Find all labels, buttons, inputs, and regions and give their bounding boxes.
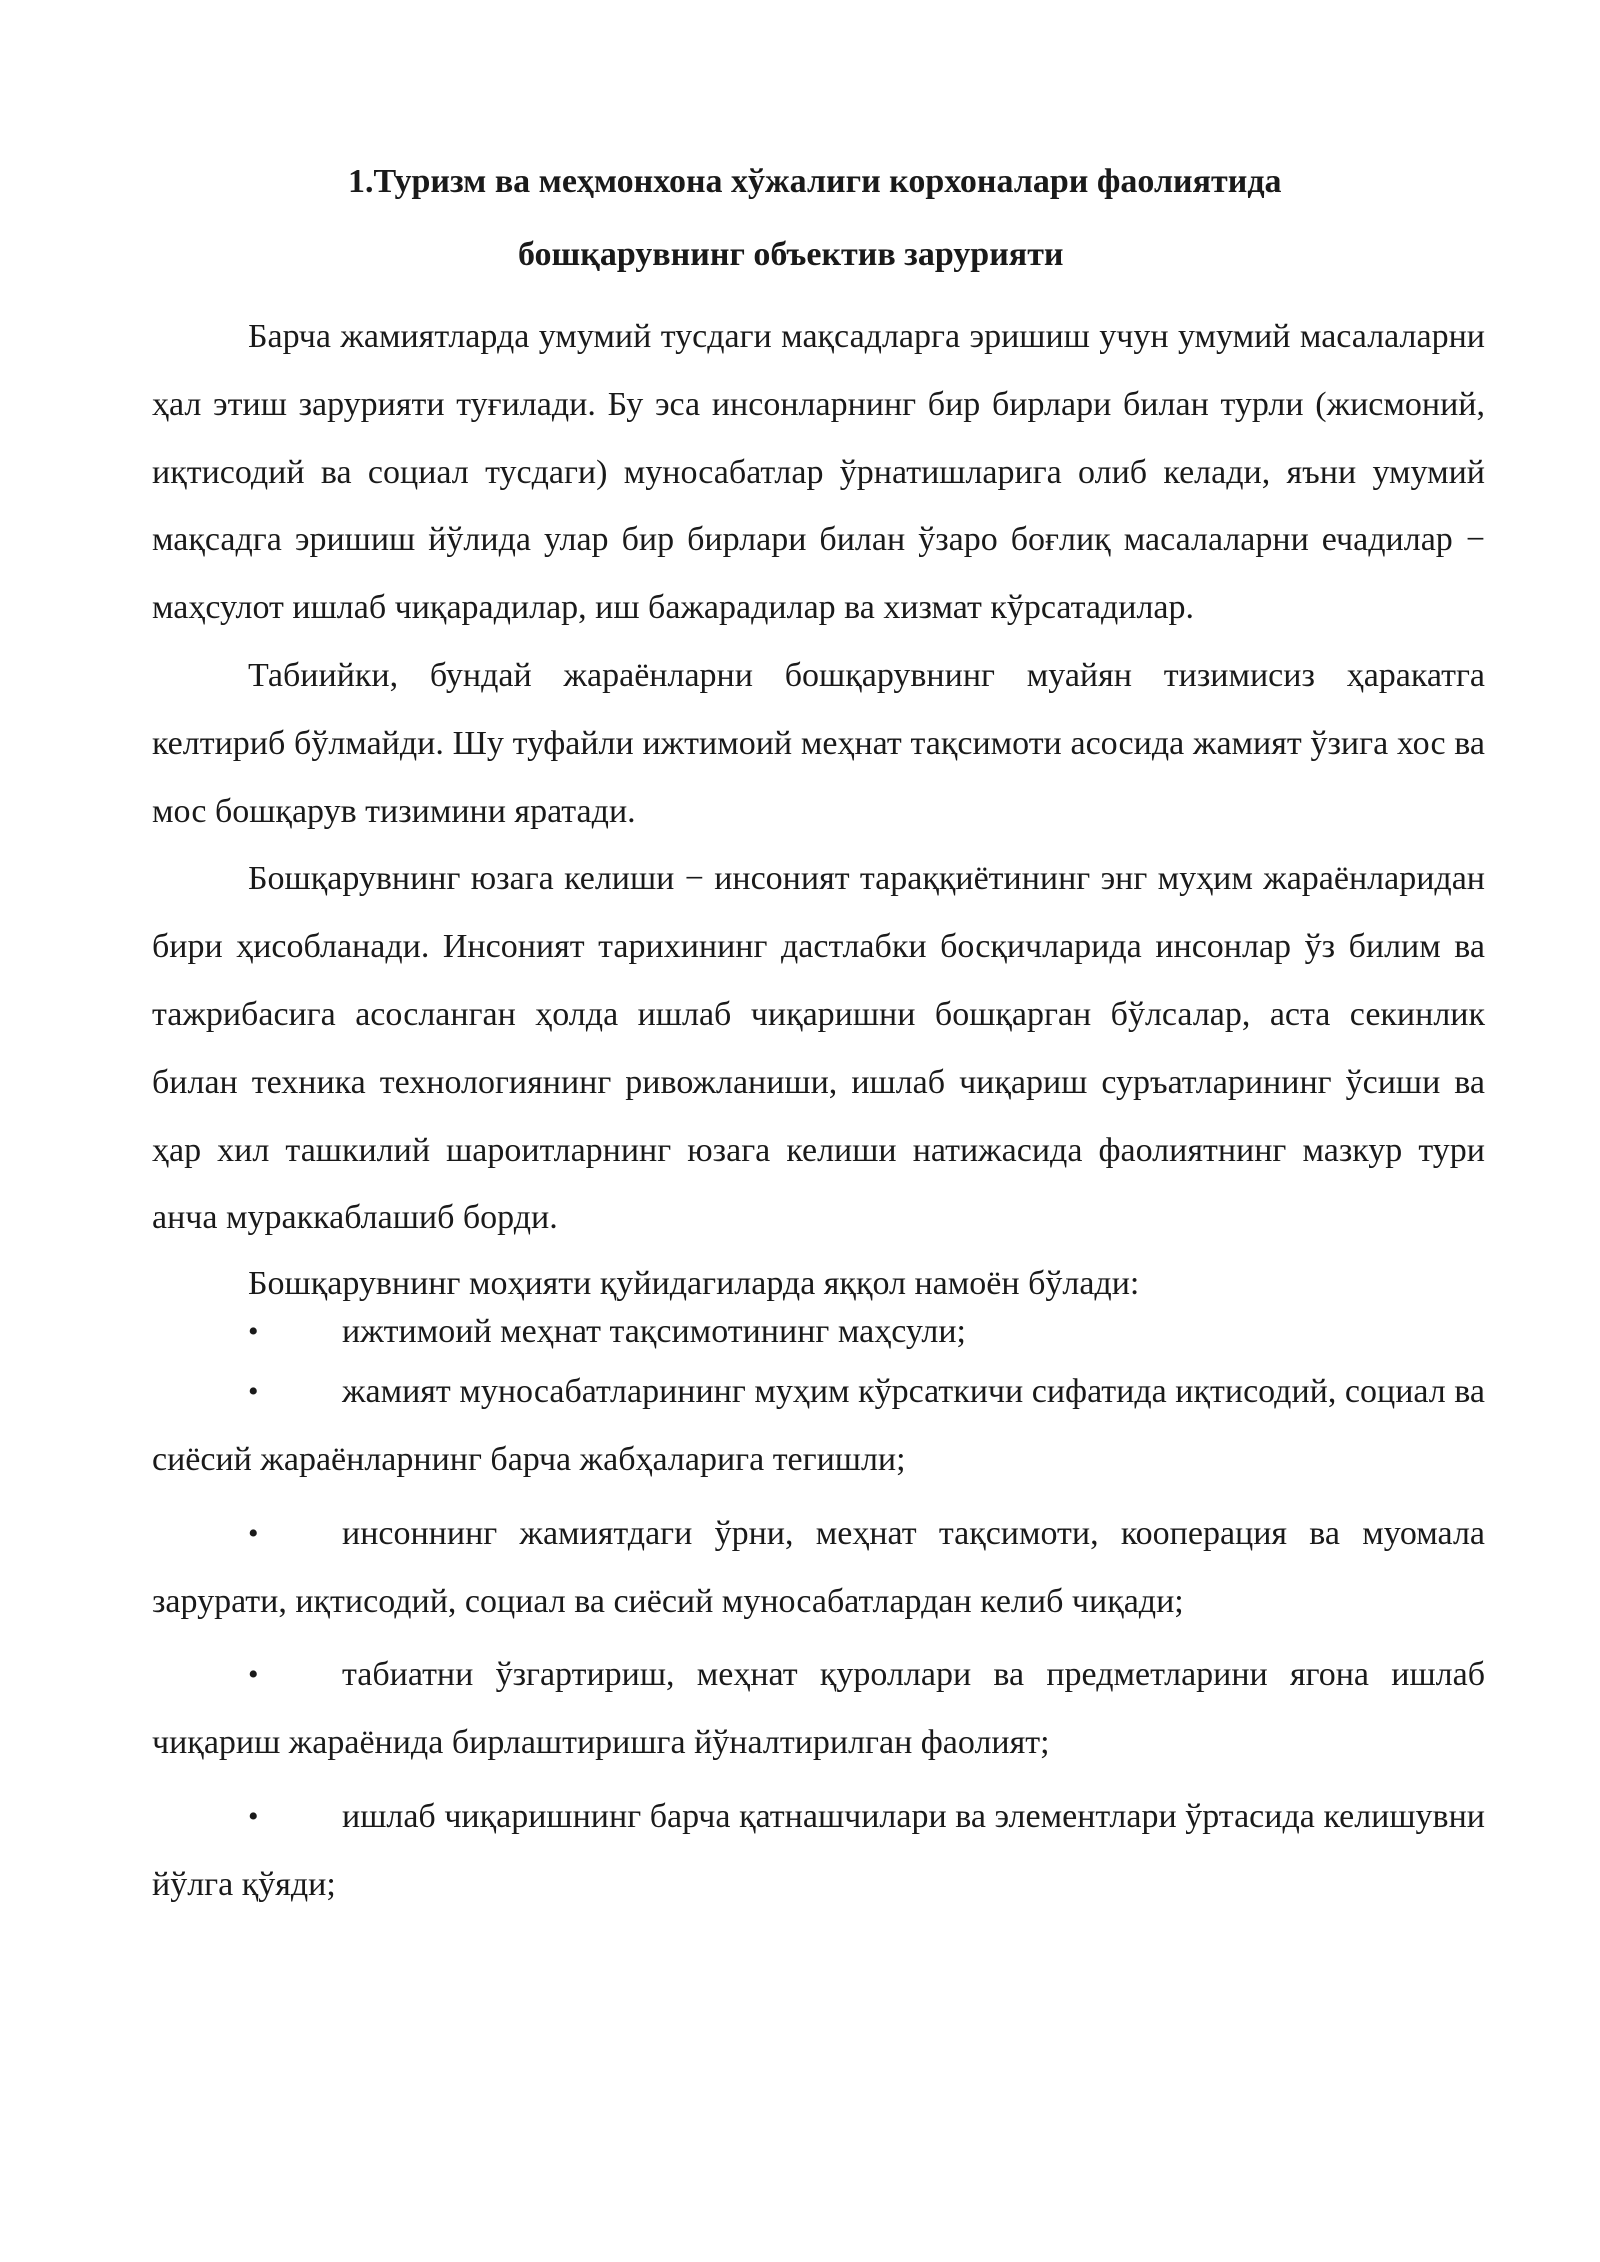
bullet-text: ижтимоий меҳнат тақсимотининг маҳсули; (342, 1313, 966, 1351)
paragraph-1: Барча жамиятларда умумий тусдаги мақсадларга эришиш учун умумий масалаларни ҳал этиш зарурияти туғилади. Бу эса инсонларнинг бир бирлари билан турли (жисмоний, иқтисодий ва социал тусдаги) муносабатлар ўрнатишларига олиб келади, яъни умумий мақсадга эришиш йўлида улар бир бирлари билан ўзаро боғлиқ масалаларни ечадилар − маҳсулот ишлаб чиқарадилар, иш бажарадилар ва хизмат кўрсатадилар. (152, 318, 1485, 627)
bullet-icon: • (248, 1658, 259, 1692)
bullet-item-5 (152, 1783, 1485, 1919)
bullet-icon: • (248, 1516, 259, 1550)
bullet-text: инсоннинг жамиятдаги ўрни, меҳнат тақсимоти, кооперация ва муомала зарурати, иқтисодий, социал ва сиёсий муносабатлардан келиб чиқади; (152, 1514, 1485, 1620)
list-intro: Бошқарувнинг моҳияти қуйидагиларда яққол намоён бўлади: (248, 1265, 1140, 1303)
bullet-text: табиатни ўзгартириш, меҳнат қуроллари ва предметларини ягона ишлаб чиқариш жараёнида бирлаштиришга йўналтирилган фаолият; (152, 1656, 1485, 1762)
bullet-icon: • (248, 1799, 259, 1833)
bullet-item-1 (152, 1308, 1485, 1358)
section-title-line-2: бошқарувнинг объектив зарурияти (518, 236, 1064, 273)
section-title-line-1: 1.Туризм ва меҳмонхона хўжалиги корхоналари фаолиятида (348, 163, 1282, 200)
bullet-item-2 (152, 1358, 1485, 1494)
bullet-text: жамият муносабатларининг муҳим кўрсаткичи сифатида иқтисодий, социал ва сиёсий жараёнларнинг барча жабҳаларига тегишли; (152, 1373, 1485, 1478)
document-body (152, 303, 1485, 1919)
bullet-icon: • (248, 1375, 259, 1409)
paragraph-2: Табиийки, бундай жараёнларни бошқарувнинг муайян тизимисиз ҳаракатга келтириб бўлмайди. Шу туфайли ижтимоий меҳнат тақсимоти асосида жамият ўзига хос ва мос бошқарув тизимини яратади. (152, 656, 1485, 830)
bullet-item-3 (152, 1500, 1485, 1636)
bullet-icon: • (248, 1315, 259, 1349)
paragraph-3: Бошқарувнинг юзага келиши − инсоният тараққиётининг энг муҳим жараёнларидан бири ҳисобланади. Инсоният тарихининг дастлабки босқичларида инсонлар ўз билим ва тажрибасига асосланган ҳолда ишлаб чиқаришни бошқарган бўлсалар, аста секинлик билан техника технологиянинг ривожланиши, ишлаб чиқариш суръатларининг ўсиши ва ҳар хил ташкилий шароитларнинг юзага келиши натижасида фаолиятнинг мазкур тури анча мураккаблашиб борди. (152, 860, 1485, 1237)
bullet-item-4 (152, 1641, 1485, 1777)
bullet-text: ишлаб чиқаришнинг барча қатнашчилари ва элементлари ўртасида келишувни йўлга қўяди; (152, 1797, 1485, 1903)
